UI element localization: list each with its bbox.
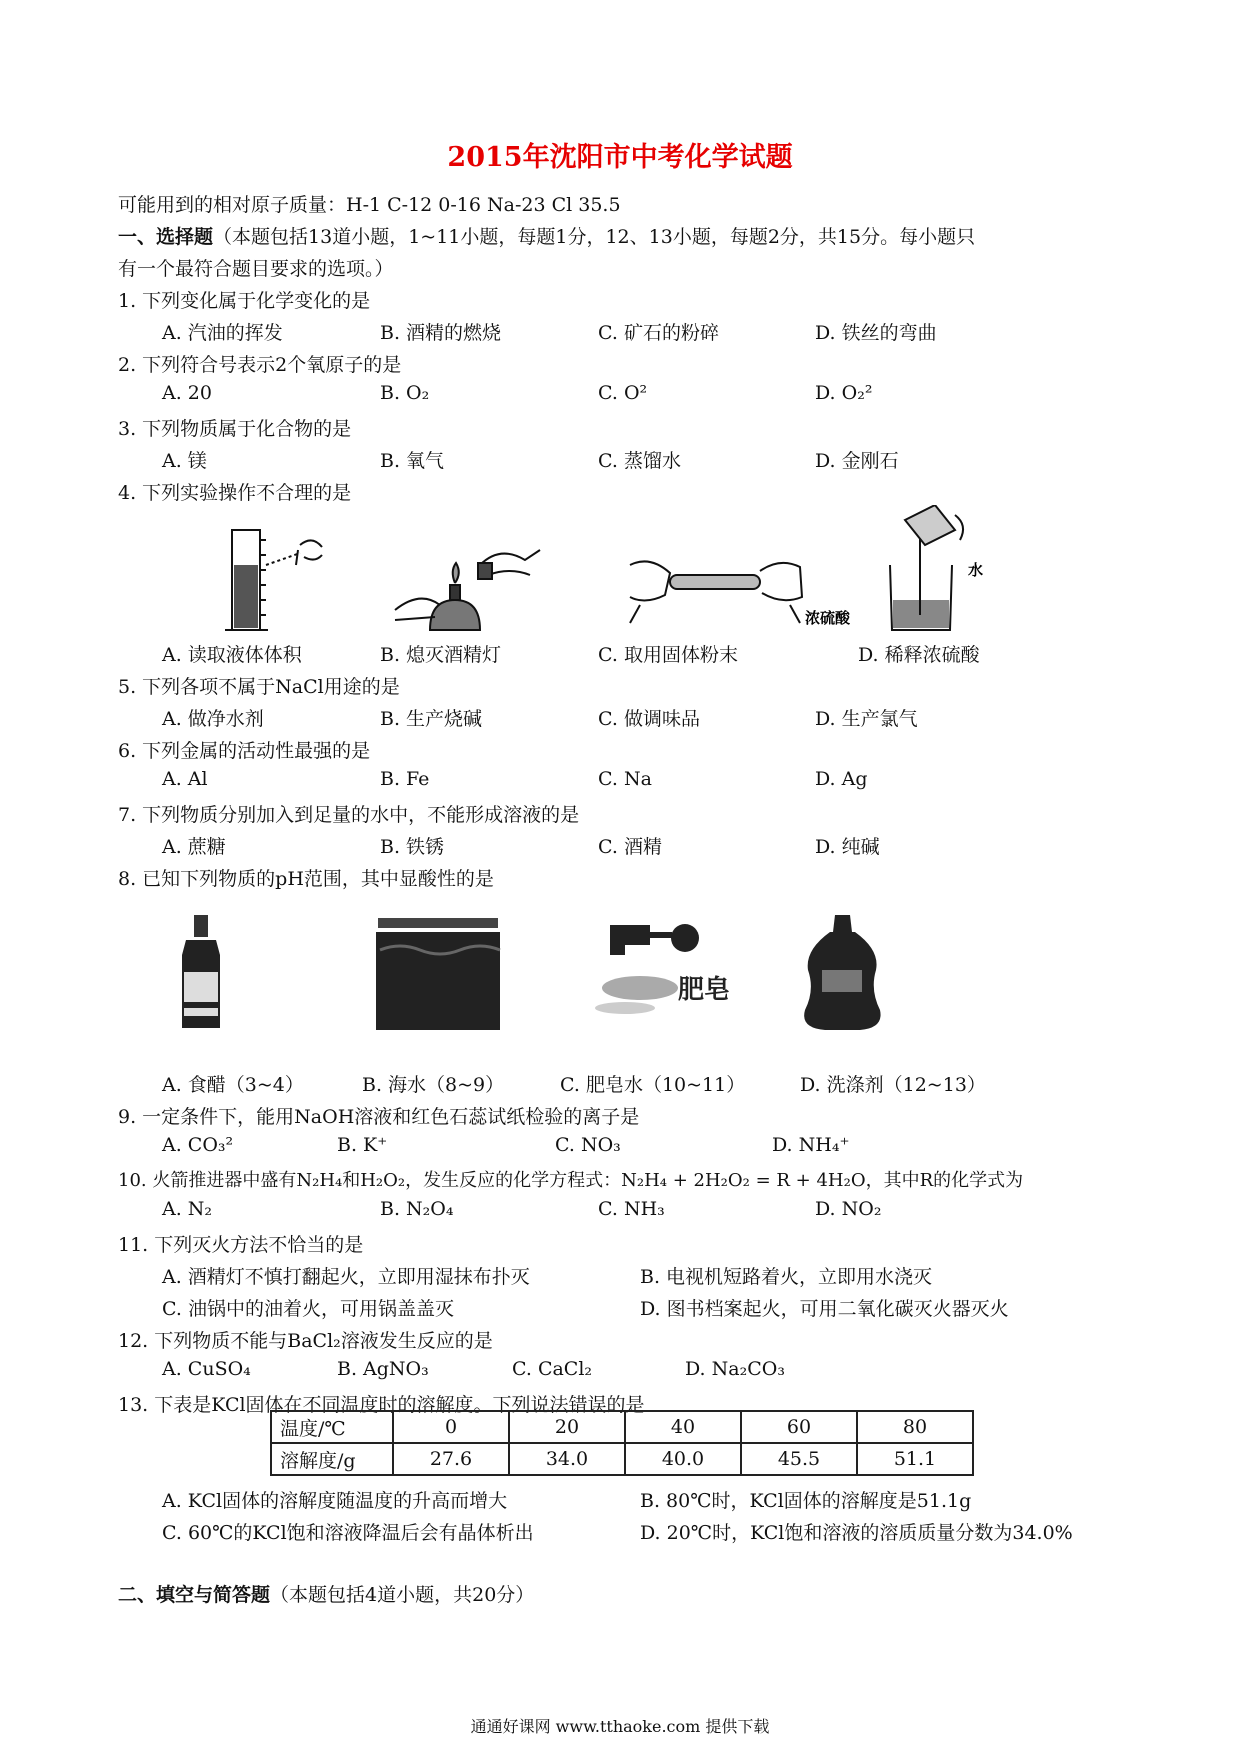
q8-option-d: D. 洗涤剂（12~13） <box>800 1074 986 1096</box>
q7-stem: 7. 下列物质分别加入到足量的水中，不能形成溶液的是 <box>118 804 580 826</box>
q12-option-d: D. Na₂CO₃ <box>685 1358 785 1380</box>
section1-intro-line1: （本题包括13道小题，1~11小题，每题1分，12、13小题，每题2分，共15分。每小题只 <box>213 226 976 248</box>
q13-option-d: D. 20℃时，KCl饱和溶液的溶质质量分数为34.0% <box>640 1522 1073 1544</box>
solubility-table <box>270 1410 974 1476</box>
q10-option-d: D. NO₂ <box>815 1198 882 1220</box>
footer: 通通好课网 www.tthaoke.com 提供下载 <box>470 1717 770 1736</box>
q6-stem: 6. 下列金属的活动性最强的是 <box>118 740 371 762</box>
q7-option-b: B. 铁锈 <box>380 836 445 858</box>
q1-option-c: C. 矿石的粉碎 <box>598 322 719 344</box>
q13-option-b: B. 80℃时，KCl固体的溶解度是51.1g <box>640 1490 972 1512</box>
section2-heading: 二、填空与简答题 <box>118 1584 271 1606</box>
q11-stem: 11. 下列灭火方法不恰当的是 <box>118 1234 364 1256</box>
q11-option-d: D. 图书档案起火，可用二氧化碳灭火器灭火 <box>640 1298 1009 1320</box>
q9-option-a: A. CO₃² <box>162 1134 234 1156</box>
q10-option-a: A. N₂ <box>162 1198 213 1220</box>
q6-option-d: D. Ag <box>815 768 868 790</box>
q3-option-a: A. 镁 <box>162 450 207 472</box>
table-cell: 45.5 <box>741 1443 857 1475</box>
section1-heading: 一、选择题 <box>118 226 214 248</box>
table-cell: 40.0 <box>625 1443 741 1475</box>
table-cell: 34.0 <box>509 1443 625 1475</box>
graduated-cylinder-icon <box>225 530 322 630</box>
table-cell: 51.1 <box>857 1443 973 1475</box>
q8-figures <box>0 910 1240 1035</box>
q13-option-a: A. KCl固体的溶解度随温度的升高而增大 <box>162 1490 508 1512</box>
detergent-bottle-icon <box>804 915 880 1030</box>
q4-option-b: B. 熄灭酒精灯 <box>380 644 502 666</box>
q5-option-b: B. 生产烧碱 <box>380 708 483 730</box>
atomic-masses: 可能用到的相对原子质量：H-1 C-12 0-16 Na-23 Cl 35.5 <box>118 194 621 216</box>
page-title: 2015年沈阳市中考化学试题 <box>447 142 793 173</box>
q11-option-b: B. 电视机短路着火，立即用水浇灭 <box>640 1266 933 1288</box>
q2-option-b: B. O₂ <box>380 382 430 404</box>
table-header-solubility: 溶解度/g <box>271 1443 393 1475</box>
q5-option-a: A. 做净水剂 <box>162 708 264 730</box>
q3-option-c: C. 蒸馏水 <box>598 450 681 472</box>
q2-option-d: D. O₂² <box>815 382 873 404</box>
q9-option-d: D. NH₄⁺ <box>772 1134 850 1156</box>
q6-option-b: B. Fe <box>380 768 430 790</box>
q2-option-c: C. O² <box>598 382 648 404</box>
table-cell: 27.6 <box>393 1443 509 1475</box>
q4-stem: 4. 下列实验操作不合理的是 <box>118 482 352 504</box>
q12-option-a: A. CuSO₄ <box>162 1358 251 1380</box>
q13-option-c: C. 60℃的KCl饱和溶液降温后会有晶体析出 <box>162 1522 534 1544</box>
q3-option-d: D. 金刚石 <box>815 450 899 472</box>
q8-option-a: A. 食醋（3~4） <box>162 1074 304 1096</box>
table-cell: 40 <box>625 1411 741 1443</box>
q10-option-b: B. N₂O₄ <box>380 1198 454 1220</box>
q9-option-c: C. NO₃ <box>555 1134 621 1156</box>
q5-stem: 5. 下列各项不属于NaCl用途的是 <box>118 676 400 698</box>
alcohol-lamp-icon <box>395 550 540 630</box>
q9-stem: 9. 一定条件下，能用NaOH溶液和红色石蕊试纸检验的离子是 <box>118 1106 640 1128</box>
section2 <box>118 1580 534 1607</box>
q9-option-b: B. K⁺ <box>337 1134 388 1156</box>
q13-stem: 13. 下表是KCl固体在不同温度时的溶解度。下列说法错误的是 <box>118 1394 645 1416</box>
q5-option-d: D. 生产氯气 <box>815 708 918 730</box>
q8-stem: 8. 已知下列物质的pH范围，其中显酸性的是 <box>118 868 494 890</box>
q11-option-a: A. 酒精灯不慎打翻起火，立即用湿抹布扑灭 <box>162 1266 530 1288</box>
q8-option-b: B. 海水（8~9） <box>362 1074 505 1096</box>
q3-option-b: B. 氧气 <box>380 450 445 472</box>
q4-option-d: D. 稀释浓硫酸 <box>858 644 980 666</box>
q2-option-a: A. 20 <box>162 382 212 404</box>
q2-stem: 2. 下列符合号表示2个氧原子的是 <box>118 354 402 376</box>
table-row <box>271 1411 973 1443</box>
test-tube-icon <box>630 561 802 623</box>
beaker-icon <box>890 505 963 630</box>
vinegar-bottle-icon <box>182 915 220 1028</box>
q7-option-d: D. 纯碱 <box>815 836 880 858</box>
q1-option-d: D. 铁丝的弯曲 <box>815 322 937 344</box>
q6-option-a: A. Al <box>162 768 208 790</box>
q1-option-b: B. 酒精的燃烧 <box>380 322 502 344</box>
q3-stem: 3. 下列物质属于化合物的是 <box>118 418 352 440</box>
section1-intro-line2: 有一个最符合题目要求的选项。） <box>118 258 394 280</box>
q4-figures <box>0 505 1240 635</box>
sea-water-icon <box>376 918 500 1030</box>
q4-option-a: A. 读取液体体积 <box>162 644 302 666</box>
table-header-temperature: 温度/℃ <box>271 1411 393 1443</box>
section1-intro <box>118 222 975 249</box>
q4-fig-label-water: 水 <box>968 561 984 579</box>
table-cell: 80 <box>857 1411 973 1443</box>
q11-option-c: C. 油锅中的油着火，可用锅盖盖灭 <box>162 1298 454 1320</box>
table-cell: 60 <box>741 1411 857 1443</box>
q12-option-b: B. AgNO₃ <box>337 1358 429 1380</box>
q7-option-a: A. 蔗糖 <box>162 836 226 858</box>
q1-stem: 1. 下列变化属于化学变化的是 <box>118 290 371 312</box>
q10-stem: 10. 火箭推进器中盛有N₂H₄和H₂O₂，发生反应的化学方程式：N₂H₄ + 2H₂O₂ = R + 4H₂O，其中R的化学式为 <box>118 1170 1024 1191</box>
q8-fig-label-soap: 肥皂 <box>678 975 731 1005</box>
q8-option-c: C. 肥皂水（10~11） <box>560 1074 746 1096</box>
table-cell: 0 <box>393 1411 509 1443</box>
q1-option-a: A. 汽油的挥发 <box>162 322 283 344</box>
q6-option-c: C. Na <box>598 768 652 790</box>
q4-option-c: C. 取用固体粉末 <box>598 644 738 666</box>
q10-option-c: C. NH₃ <box>598 1198 665 1220</box>
q5-option-c: C. 做调味品 <box>598 708 700 730</box>
q12-stem: 12. 下列物质不能与BaCl₂溶液发生反应的是 <box>118 1330 493 1352</box>
q4-fig-label-acid: 浓硫酸 <box>805 609 851 627</box>
table-cell: 20 <box>509 1411 625 1443</box>
q12-option-c: C. CaCl₂ <box>512 1358 593 1380</box>
table-row <box>271 1443 973 1475</box>
section2-intro: （本题包括4道小题，共20分） <box>270 1584 535 1606</box>
q7-option-c: C. 酒精 <box>598 836 662 858</box>
